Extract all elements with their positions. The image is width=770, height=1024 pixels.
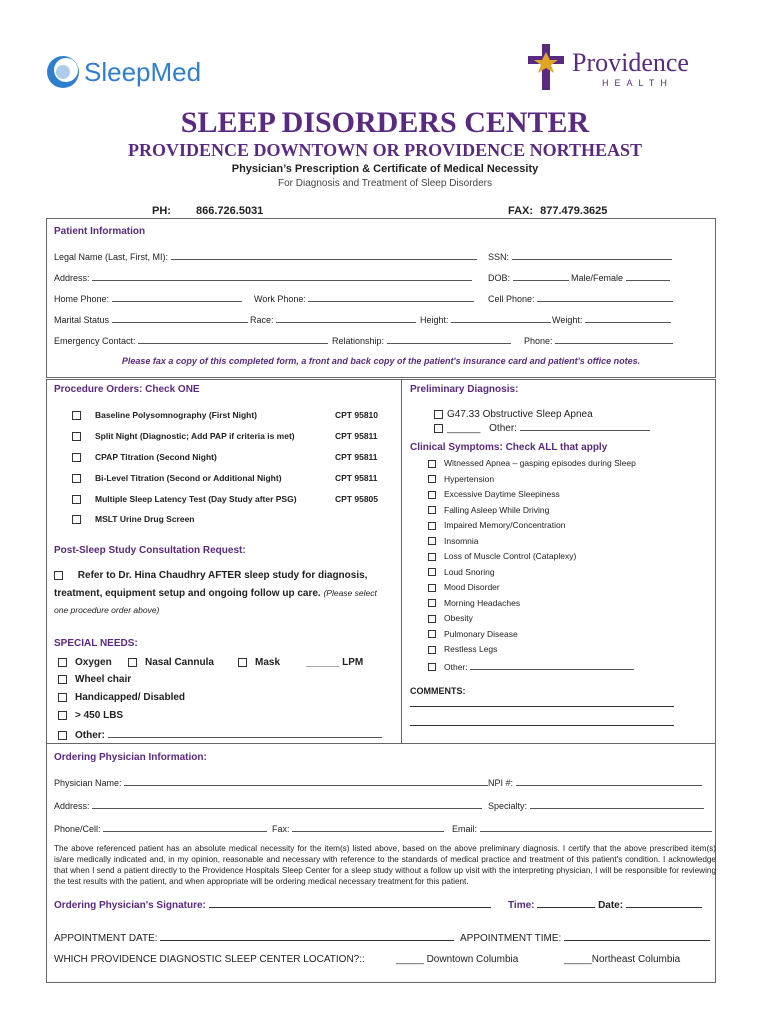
procedure-label: CPAP Titration (Second Night) — [95, 452, 217, 462]
fax-note: Please fax a copy of this completed form, a front and back copy of the patient's insurance card and patient's office notes. — [121, 356, 641, 366]
nasal-cannula-checkbox[interactable] — [128, 658, 137, 667]
marital-status-field[interactable]: Marital Status — [54, 313, 248, 325]
procedure-checkbox[interactable] — [72, 453, 81, 462]
symptom-option[interactable] — [428, 660, 634, 672]
symptom-option[interactable] — [428, 582, 500, 592]
symptom-label: Morning Headaches — [444, 597, 521, 608]
mask-option[interactable]: Mask — [238, 657, 280, 668]
dob-field[interactable]: DOB: Male/Female — [488, 271, 670, 283]
procedure-label: Baseline Polysomnography (First Night) — [95, 410, 257, 420]
procedure-cpt-code: CPT 95811 — [335, 473, 378, 483]
handicapped-option[interactable]: Handicapped/ Disabled — [58, 692, 185, 703]
symptom-label: Obesity — [444, 613, 473, 623]
wheelchair-checkbox[interactable] — [58, 675, 67, 684]
consult-note: one procedure order above) — [54, 605, 160, 615]
comments-label: COMMENTS: — [410, 686, 466, 696]
procedure-cpt-code: CPT 95811 — [335, 431, 378, 441]
specialty-field[interactable]: Specialty: — [488, 799, 704, 811]
procedure-order-row[interactable] — [72, 514, 195, 524]
lpm-field[interactable]: ______ LPM — [306, 657, 364, 668]
fax-line: FAX: 877.479.3625 — [508, 205, 608, 217]
phone-line: PH: 866.726.5031 — [152, 205, 264, 217]
physician-phone-field[interactable]: Phone/Cell: — [54, 822, 267, 834]
symptom-option[interactable] — [428, 598, 520, 608]
symptom-option[interactable] — [428, 613, 473, 623]
procedure-checkbox[interactable] — [72, 474, 81, 483]
symptom-checkbox[interactable] — [428, 506, 436, 514]
cross-icon — [528, 44, 564, 90]
physician-email-field[interactable]: Email: — [452, 822, 712, 834]
symptom-label: Falling Asleep While Driving — [444, 504, 550, 515]
appointment-date-field[interactable]: APPOINTMENT DATE: — [54, 931, 454, 944]
ssn-field[interactable]: SSN: — [488, 250, 672, 262]
symptom-checkbox[interactable] — [428, 475, 436, 483]
procedure-orders-header: Procedure Orders: Check ONE — [54, 384, 200, 395]
home-phone-field[interactable]: Home Phone: — [54, 292, 242, 304]
procedure-checkbox[interactable] — [72, 515, 81, 524]
relationship-field[interactable]: Relationship: — [332, 334, 511, 346]
procedure-label: Split Night (Diagnostic; Add PAP if criteria is met) — [95, 431, 295, 441]
signature-field[interactable]: Ordering Physician's Signature: — [54, 898, 491, 911]
symptom-checkbox[interactable] — [428, 522, 436, 530]
cell-phone-field[interactable]: Cell Phone: — [488, 292, 673, 304]
symptom-checkbox[interactable] — [428, 460, 436, 468]
symptom-option[interactable] — [428, 567, 495, 577]
location-question: WHICH PROVIDENCE DIAGNOSTIC SLEEP CENTER LOCATION?:: — [54, 954, 365, 965]
procedure-cpt-code: CPT 95805 — [335, 494, 378, 504]
symptoms-header: Clinical Symptoms: Check ALL that apply — [410, 442, 608, 453]
oxygen-option[interactable]: Oxygen — [58, 657, 112, 668]
special-needs-header: SPECIAL NEEDS: — [54, 638, 138, 649]
symptom-checkbox[interactable] — [428, 568, 436, 576]
work-phone-field[interactable]: Work Phone: — [254, 292, 474, 304]
comments-line-1[interactable] — [410, 706, 674, 707]
northeast-option[interactable]: _____Northeast Columbia — [564, 954, 681, 965]
symptom-option[interactable] — [428, 520, 565, 530]
symptom-label: Hypertension — [444, 473, 495, 484]
page-subtitle: PROVIDENCE DOWNTOWN OR PROVIDENCE NORTHEAST — [127, 140, 643, 160]
procedure-label: Multiple Sleep Latency Test (Day Study after PSG) — [95, 494, 297, 504]
symptom-label: Insomnia — [444, 535, 479, 546]
patient-info-header: Patient Information — [54, 226, 146, 237]
address-field[interactable]: Address: — [54, 271, 472, 283]
sleepmed-logo: SleepMed — [46, 54, 226, 90]
symptom-label: Other: — [444, 661, 468, 672]
symptom-checkbox[interactable] — [428, 491, 436, 499]
symptom-label: Loss of Muscle Control (Cataplexy) — [444, 551, 577, 561]
procedure-label: Bi-Level Titration (Second or Additional Night) — [95, 473, 282, 483]
consult-refer[interactable]: Refer to Dr. Hina Chaudhry AFTER sleep study for diagnosis, — [54, 570, 367, 581]
comments-line-2[interactable] — [410, 725, 674, 726]
procedure-order-row[interactable] — [72, 452, 217, 462]
special-other-option[interactable]: Other: — [58, 728, 382, 741]
physician-fax-field[interactable]: Fax: — [272, 822, 444, 834]
consult-line2: treatment, equipment setup and ongoing follow up care. (Please select — [54, 588, 377, 599]
symptom-label: Mood Disorder — [444, 582, 500, 592]
procedure-cpt-code: CPT 95810 — [335, 410, 378, 420]
symptom-option[interactable] — [428, 551, 576, 561]
npi-field[interactable]: NPI #: — [488, 776, 702, 788]
nasal-cannula-option[interactable]: Nasal Cannula — [128, 657, 214, 668]
symptom-option[interactable] — [428, 629, 518, 639]
oxygen-checkbox[interactable] — [58, 658, 67, 667]
symptom-checkbox[interactable] — [428, 615, 436, 623]
physician-name-field[interactable]: Physician Name: — [54, 776, 488, 788]
symptom-checkbox[interactable] — [428, 584, 436, 592]
symptom-checkbox[interactable] — [428, 630, 436, 638]
legal-name-field[interactable]: Legal Name (Last, First, MI): — [54, 250, 477, 262]
over-450-option[interactable]: > 450 LBS — [58, 710, 123, 721]
symptom-checkbox[interactable] — [428, 553, 436, 561]
symptom-checkbox[interactable] — [428, 599, 436, 607]
emergency-phone-field[interactable]: Phone: — [524, 334, 673, 346]
symptom-label: Impaired Memory/Concentration — [444, 520, 566, 530]
procedure-order-row[interactable] — [72, 431, 295, 441]
form-title: Physician’s Prescription & Certificate of Medical Necessity — [231, 163, 539, 175]
physician-info-header: Ordering Physician Information: — [54, 752, 207, 763]
symptom-checkbox[interactable] — [428, 646, 436, 654]
form-subtitle: For Diagnosis and Treatment of Sleep Disorders — [278, 178, 492, 189]
physician-address-field[interactable]: Address: — [54, 799, 482, 811]
procedure-label: MSLT Urine Drug Screen — [95, 514, 195, 524]
diagnosis-other-option[interactable]: ______ Other: — [434, 421, 650, 434]
procedure-order-row[interactable] — [72, 410, 257, 420]
height-field[interactable]: Height: — [420, 313, 551, 325]
symptom-option[interactable] — [428, 505, 549, 515]
symptom-label: Pulmonary Disease — [444, 628, 518, 639]
symptom-option[interactable] — [428, 536, 479, 546]
signature-time-field[interactable]: Time: Date: — [508, 898, 702, 911]
consult-header: Post-Sleep Study Consultation Request: — [54, 545, 246, 556]
procedure-cpt-code: CPT 95811 — [335, 452, 378, 462]
symptom-label: Loud Snoring — [444, 566, 495, 577]
certification-text: The above referenced patient has an absolute medical necessity for the item(s) listed above, based on the above preliminary diagnosis. I certify that the above prescribed item(s) is/are medically indicated and, in my opinion, reasonable and necessary with reference to the standards of medical practice and treatment of this patient's condition. I acknowledge that when I send a patient directly to the Providence Hospitals Sleep Center for a sleep study without a follow up visit with the interpreting physician, I will be responsible for reviewing the test results with the patient, and when appropriate will be ordering medical necessary treatment for this patient. — [54, 844, 716, 886]
symptom-checkbox[interactable] — [428, 537, 436, 545]
g4733-checkbox[interactable] — [434, 410, 443, 419]
emergency-contact-field[interactable]: Emergency Contact: — [54, 334, 328, 346]
wheelchair-option[interactable]: Wheel chair — [58, 674, 131, 685]
consult-checkbox[interactable] — [54, 571, 63, 580]
procedure-order-row[interactable] — [72, 473, 282, 483]
symptom-checkbox[interactable] — [428, 663, 436, 671]
handicapped-checkbox[interactable] — [58, 693, 67, 702]
symptom-option[interactable] — [428, 489, 560, 499]
weight-field[interactable]: Weight: — [552, 313, 671, 325]
symptom-option[interactable] — [428, 644, 497, 654]
symptom-label: Restless Legs — [444, 644, 498, 654]
diagnosis-other-checkbox[interactable] — [434, 424, 443, 433]
providence-logo: Providence HEALTH — [528, 44, 728, 90]
over-450-checkbox[interactable] — [58, 711, 67, 720]
sleepmed-icon — [46, 55, 80, 89]
procedure-checkbox[interactable] — [72, 495, 81, 504]
symptom-option[interactable] — [428, 474, 494, 484]
procedure-order-row[interactable] — [72, 494, 297, 504]
race-field[interactable]: Race: — [250, 313, 416, 325]
diagnosis-header: Preliminary Diagnosis: — [410, 384, 519, 395]
symptom-option[interactable] — [428, 458, 636, 468]
appointment-time-field[interactable]: APPOINTMENT TIME: — [460, 931, 710, 944]
page-title: SLEEP DISORDERS CENTER — [180, 106, 590, 139]
symptom-label: Excessive Daytime Sleepiness — [444, 489, 560, 499]
special-other-checkbox[interactable] — [58, 731, 67, 740]
mask-checkbox[interactable] — [238, 658, 247, 667]
symptom-label: Witnessed Apnea – gasping episodes during Sleep — [444, 458, 636, 468]
g4733-option[interactable]: G47.33 Obstructive Sleep Apnea — [434, 409, 593, 420]
procedure-checkbox[interactable] — [72, 432, 81, 441]
downtown-option[interactable]: _____ Downtown Columbia — [396, 954, 519, 965]
procedure-checkbox[interactable] — [72, 411, 81, 420]
